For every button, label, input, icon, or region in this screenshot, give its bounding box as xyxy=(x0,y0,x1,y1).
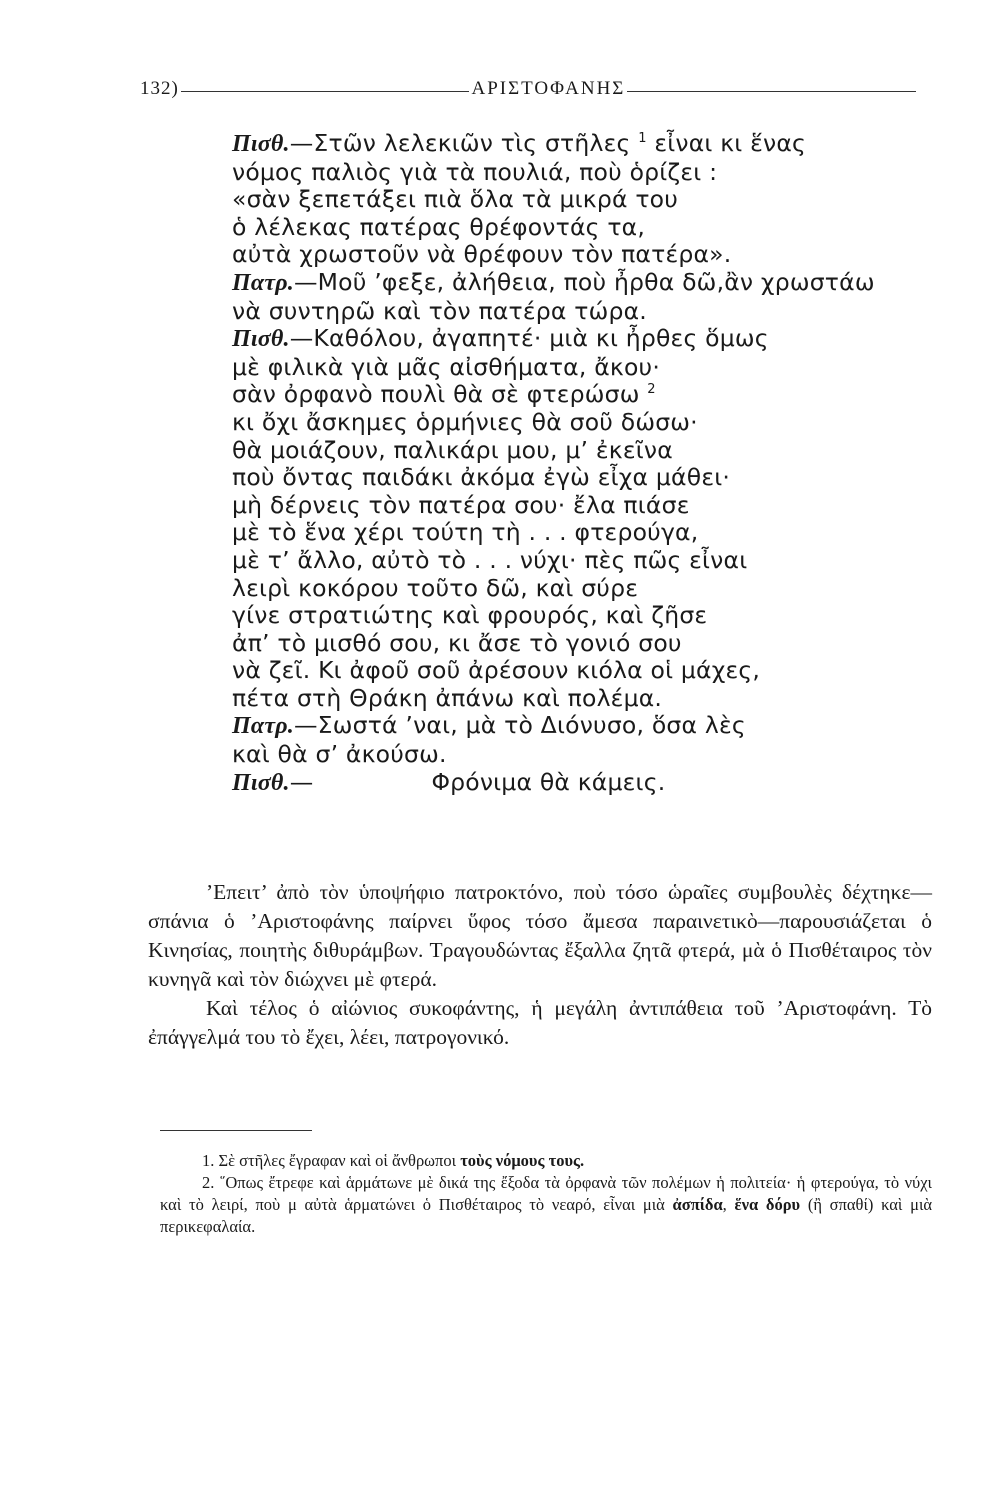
speaker-label: Πισθ. xyxy=(232,131,290,157)
verse-line xyxy=(232,630,932,658)
speaker-label: Πατρ. xyxy=(232,713,294,740)
verse-text: γίνε στρατιώτης καὶ φρουρός, καὶ ζῆσε xyxy=(232,601,708,630)
verse-line xyxy=(232,381,932,409)
verse-text: ὁ λέλεκας πατέρας θρέφοντάς τα, xyxy=(232,212,646,241)
verse-text: —Σωστά ’ναι, μὰ τὸ Διόνυσο, ὅσα λὲς xyxy=(293,711,746,740)
verse-line xyxy=(232,769,932,798)
verse-line xyxy=(232,298,932,326)
verse-text: αὐτὰ χρωστοῦν νὰ θρέφουν τὸν πατέρα». xyxy=(232,240,732,269)
running-header xyxy=(140,78,916,100)
verse-line xyxy=(232,130,932,159)
verse-line xyxy=(232,657,932,685)
running-title: ΑΡΙΣΤΟΦΑΝΗΣ xyxy=(471,78,626,99)
prose-commentary xyxy=(148,878,932,1052)
verse-line xyxy=(232,575,932,603)
verse-text: — xyxy=(289,767,314,796)
verse-line xyxy=(232,519,932,547)
verse-line xyxy=(232,602,932,630)
verse-line xyxy=(232,214,932,242)
verse-text: μὲ τὸ ἕνα χέρι τούτη τὴ . . . φτερούγα, xyxy=(232,518,699,547)
verse-line xyxy=(232,464,932,492)
verse-text: ἀπ’ τὸ μισθό σου, κι ἄσε τὸ γονιό σου xyxy=(232,628,682,657)
verse-line xyxy=(232,547,932,575)
footnote-1: 1. Σὲ στῆλες ἔγραφαν καὶ οἱ ἄνθρωποι τοὺς νόμους τους. xyxy=(202,1151,585,1170)
verse-text: νὰ ζεῖ. Κι ἀφοῦ σοῦ ἀρέσουν κιόλα οἱ μάχες, xyxy=(232,656,761,685)
verse-text: —Μοῦ ’φεξε, ἀλήθεια, ποὺ ἦρθα δῶ,ἂν χρωστάω xyxy=(293,267,875,296)
verse-line xyxy=(232,241,932,269)
verse-text: νὰ συντηρῶ καὶ τὸν πατέρα τώρα. xyxy=(232,296,647,325)
verse-text: σὰν ὀρφανὸ πουλὶ θὰ σὲ φτερώσω xyxy=(232,380,640,409)
verse-line xyxy=(232,437,932,465)
verse-line xyxy=(232,159,932,187)
verse-text-continued: Φρόνιμα θὰ κάμεις. xyxy=(431,767,666,796)
verse-text: μὲ φιλικὰ γιὰ μᾶς αἰσθήματα, ἄκου· xyxy=(232,352,660,381)
verse-line xyxy=(232,325,932,354)
verse-text: —Στῶν λελεκιῶν τὶς στῆλες xyxy=(289,129,631,157)
verse-line xyxy=(232,712,932,741)
footnote-2: 2. ῞Οπως ἔτρεφε καὶ ἁρμάτωνε μὲ δικά της ἔξοδα τὰ ὀρφανὰ τῶν πολέμων ἡ πολιτεία· ἡ φτερούγα, τὸ νύχι καὶ τὸ λειρί, ποὺ μ αὐτὰ ἁρματώνει ὁ Πισθέταιρος τὸ νεαρό, εἶναι μιὰ ἀσπίδα, ἕνα δόρυ (ἢ σπαθί) καὶ μιὰ περικεφαλαία. xyxy=(160,1173,933,1236)
verse-text: κι ὄχι ἄσκημες ὁρμήνιες θὰ σοῦ δώσω· xyxy=(232,407,698,436)
verse-line xyxy=(232,685,932,713)
footnote-marker: 2 xyxy=(647,382,656,398)
verse-line xyxy=(232,741,932,769)
footnotes xyxy=(160,1150,932,1238)
verse-text: πέτα στὴ Θράκη ἀπάνω καὶ πολέμα. xyxy=(232,683,663,712)
prose-paragraph: ’Επειτ’ ἀπὸ τὸν ὑποψήφιο πατροκτόνο, ποὺ τόσο ὡραῖες συμβουλὲς δέχτηκε—σπάνια ὁ ’Αριστοφάνης παίρνει ὕφος τόσο ἄμεσα παραινετικὸ—παρουσιάζεται ὁ Κινησίας, ποιητὴς διθυράμβων. Τραγουδώντας ἔξαλλα ζητᾶ φτερά, μὰ ὁ Πισθέταιρος τὸν κυνηγᾶ καὶ τὸν διώχνει μὲ φτερά. xyxy=(148,880,932,991)
speaker-label: Πισθ. xyxy=(232,326,290,353)
verse-line xyxy=(232,354,932,382)
verse-line xyxy=(232,492,932,520)
verse-text: μὲ τ’ ἄλλο, αὐτὸ τὸ . . . νύχι· πὲς πῶς εἶναι xyxy=(232,545,748,574)
speaker-label: Πατρ. xyxy=(232,269,294,296)
footnote-separator xyxy=(160,1130,312,1131)
verse-line xyxy=(232,269,932,298)
verse-text-continued: εἶναι κι ἕνας xyxy=(646,129,807,157)
verse-text: μὴ δέρνεις τὸν πατέρα σου· ἔλα πιάσε xyxy=(232,490,690,519)
verse-text: νόμος παλιὸς γιὰ τὰ πουλιά, ποὺ ὁρίζει : xyxy=(232,157,718,186)
verse-text: θὰ μοιάζουν, παλικάρι μου, μ’ ἐκεῖνα xyxy=(232,435,673,464)
verse-line xyxy=(232,186,932,214)
header-rule-left xyxy=(181,91,470,92)
verse-text: ποὺ ὄντας παιδάκι ἀκόμα ἐγὼ εἶχα μάθει· xyxy=(232,463,731,492)
prose-paragraph: Καὶ τέλος ὁ αἰώνιος συκοφάντης, ἡ μεγάλη ἀντιπάθεια τοῦ ’Αριστοφάνη. Τὸ ἐπάγγελμά του τὸ ἔχει, λέει, πατρογονικό. xyxy=(148,996,932,1049)
speaker-label: Πισθ. xyxy=(232,769,290,796)
footnote-marker: 1 xyxy=(638,131,647,147)
verse-text: καὶ θὰ σ’ ἀκούσω. xyxy=(232,740,447,769)
header-rule-right xyxy=(627,91,916,92)
verse-text: «σὰν ξεπετάξει πιὰ ὅλα τὰ μικρά του xyxy=(232,185,679,214)
verse-line xyxy=(232,409,932,437)
verse-dialogue xyxy=(232,130,932,797)
page-number: 132) xyxy=(140,78,179,99)
verse-text: λειρὶ κοκόρου τοῦτο δῶ, καὶ σύρε xyxy=(232,573,639,602)
verse-text: —Καθόλου, ἀγαπητέ· μιὰ κι ἦρθες ὅμως xyxy=(289,324,769,353)
